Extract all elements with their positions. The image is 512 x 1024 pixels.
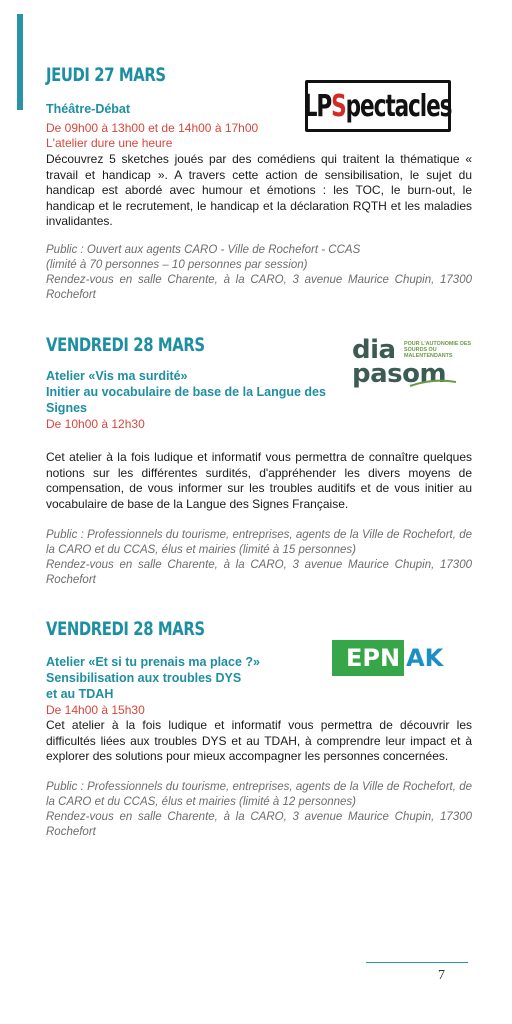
event-3: [46, 618, 472, 640]
event-1-body: [46, 152, 472, 230]
event-public: Public : Professionnels du tourisme, entreprises, agents de la Ville de Rochefort, de la CARO et du CCAS, élus et mairies (limité à 12 personnes): [46, 781, 472, 808]
footer-divider: [366, 962, 468, 963]
event-title: Atelier «Vis ma surdité»: [46, 369, 188, 383]
event-3-body: [46, 718, 472, 765]
page-number: 7: [438, 968, 445, 983]
event-3-time: [46, 703, 472, 718]
event-1-public: [46, 243, 472, 303]
event-title: Atelier «Et si tu prenais ma place ?»: [46, 655, 260, 669]
event-date: VENDREDI 28 MARS: [46, 618, 205, 640]
event-description: Découvrez 5 sketches joués par des comédiens qui traitent la thématique « travail et handicap ». A travers cette action de sensibilisation, le sujet du handicap est abordé avec humour et émotions : les TOC, le burn-out, le handicap et le recrutement, le handicap et la déclaration RQTH et les maladies invalidantes.: [46, 152, 472, 228]
event-2-body: [46, 450, 472, 512]
event-1-time: [46, 121, 312, 151]
event-subtitle: Sensibilisation aux troubles DYS: [46, 671, 242, 685]
event-public: Public : Ouvert aux agents CARO - Ville de Rochefort - CCAS: [46, 244, 361, 256]
event-capacity: (limité à 70 personnes – 10 personnes par session): [46, 259, 308, 271]
event-time: De 14h00 à 15h30: [46, 703, 145, 717]
lp-spectacles-logo: LPSpectacles: [305, 80, 451, 132]
event-date: JEUDI 27 MARS: [46, 64, 166, 86]
event-public: Public : Professionnels du tourisme, entreprises, agents de la Ville de Rochefort, de la CARO et du CCAS, élus et mairies (limité à 15 personnes): [46, 529, 472, 556]
event-2-heading: [46, 368, 327, 416]
event-duration: L'atelier dure une heure: [46, 136, 173, 150]
event-title: Théâtre-Débat: [46, 102, 131, 116]
event-subtitle: Initier au vocabulaire de base de la Langue des Signes: [46, 385, 326, 415]
event-2-public: [46, 528, 472, 588]
event-venue: Rendez-vous en salle Charente, à la CARO, 3 avenue Maurice Chupin, 17300 Rochefort: [46, 274, 472, 301]
event-2-time: [46, 417, 472, 432]
event-venue: Rendez-vous en salle Charente, à la CARO, 3 avenue Maurice Chupin, 17300 Rochefort: [46, 559, 472, 586]
event-date: VENDREDI 28 MARS: [46, 334, 205, 356]
event-description: Cet atelier à la fois ludique et informatif vous permettra de découvrir les difficultés liées aux troubles DYS et au TDAH, à comprendre leur impact et à explorer des solutions pour mieux accompagner les personnes concernées.: [46, 718, 472, 763]
event-3-heading: [46, 654, 302, 702]
event-description: Cet atelier à la fois ludique et informatif vous permettra de connaître quelques notions sur les différentes surdités, d'appréhender les divers moyens de compensation, de vous informer sur les troubles auditifs et de vous initier au vocabulaire de base de la Langue des Signes Française.: [46, 450, 472, 511]
event-subtitle: et au TDAH: [46, 687, 114, 701]
accent-bar: [17, 14, 23, 110]
event-time: De 09h00 à 13h00 et de 14h00 à 17h00: [46, 121, 259, 135]
event-1-heading: [46, 101, 302, 117]
event-3-public: [46, 780, 472, 840]
event-time: De 10h00 à 12h30: [46, 417, 145, 431]
epnak-logo: EPN AK: [332, 640, 460, 676]
diapasom-logo: dia pasom POUR L'AUTONOMIE DES SOURDS OU MALENTENDANTS: [352, 335, 472, 389]
event-venue: Rendez-vous en salle Charente, à la CARO, 3 avenue Maurice Chupin, 17300 Rochefort: [46, 811, 472, 838]
